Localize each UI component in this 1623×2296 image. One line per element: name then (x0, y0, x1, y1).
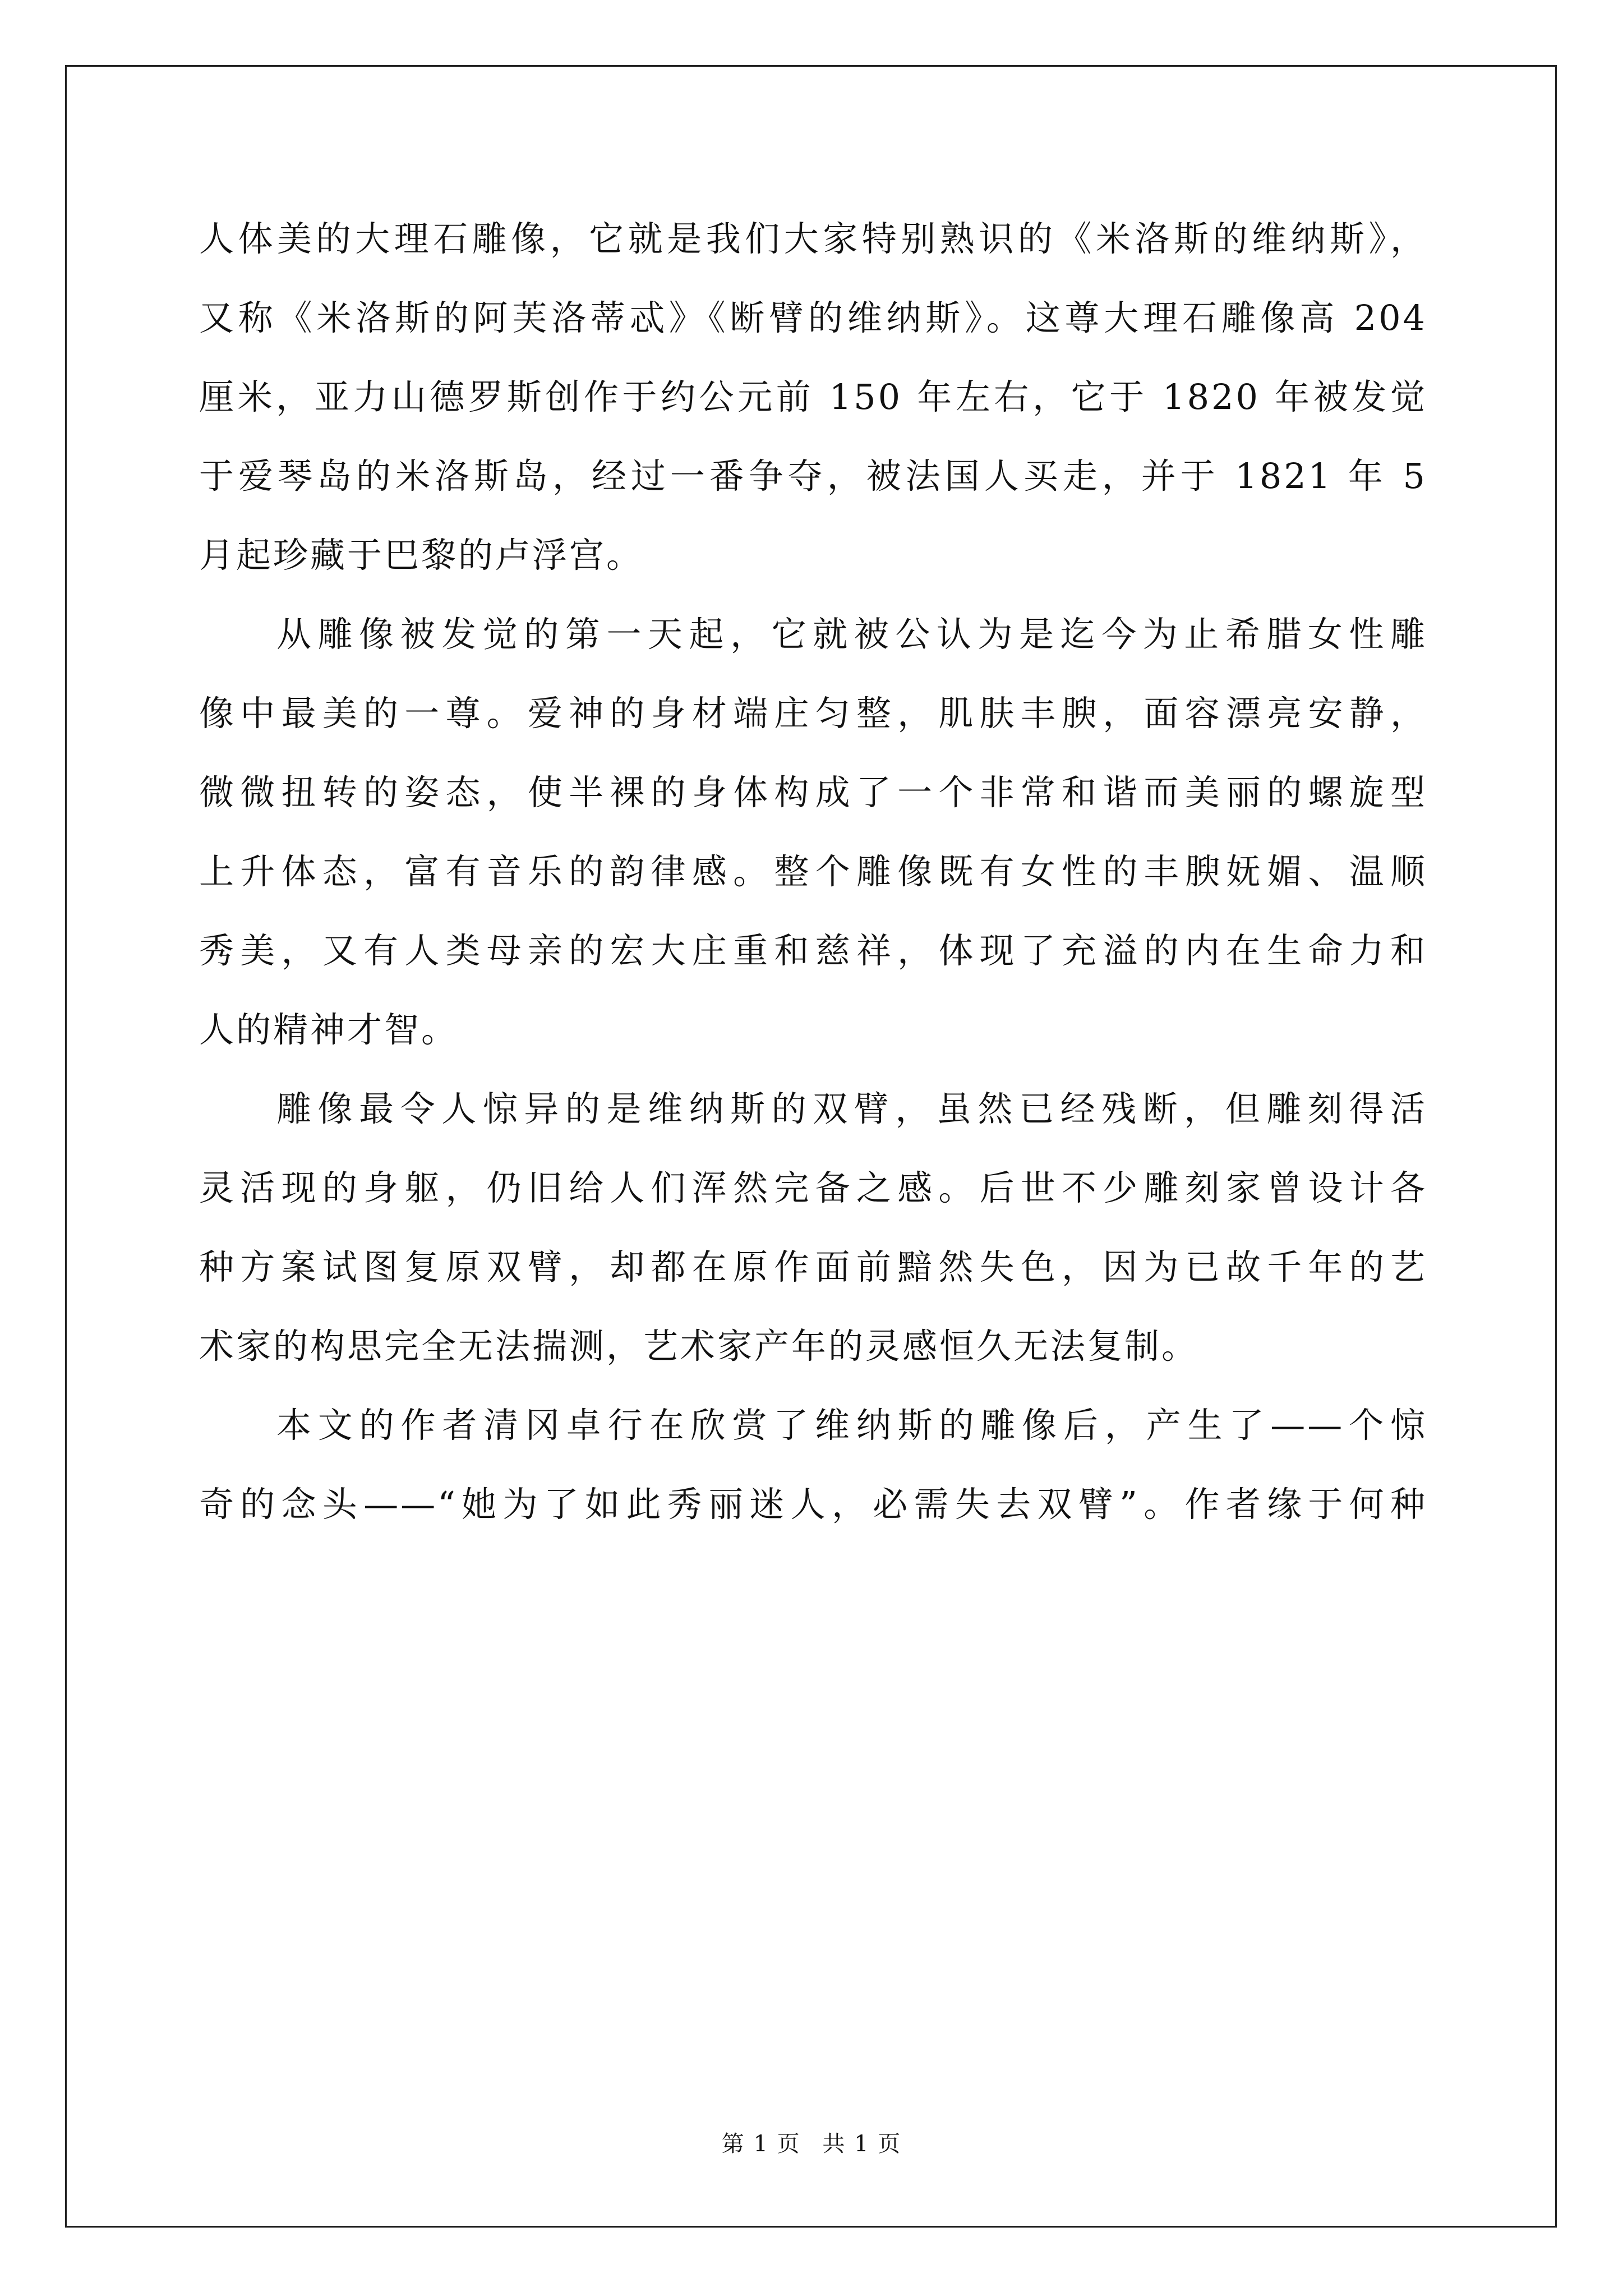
text-line: 术家的构思完全无法揣测，艺术家产年的灵感恒久无法复制。 (199, 1326, 1199, 1366)
page-footer (0, 2126, 1623, 2158)
text-line: 种方案试图复原双臂，却都在原作面前黯然失色，因为已故千年的艺 (199, 1246, 1427, 1287)
text-line: 于爱琴岛的米洛斯岛，经过一番争夺，被法国人买走，并于 1821 年 5 (199, 455, 1427, 496)
page-number: 第 1 页 (721, 2131, 801, 2157)
text-line: 秀美，又有人类母亲的宏大庄重和慈祥，体现了充溢的内在生命力和 (199, 930, 1427, 971)
text-line: 奇的念头——“她为了如此秀丽迷人，必需失去双臂”。作者缘于何种 (199, 1484, 1427, 1525)
text-line: 像中最美的一尊。爱神的身材端庄匀整，肌肤丰腴，面容漂亮安静， (199, 693, 1427, 734)
document-body (199, 199, 1427, 1544)
text-line: 月起珍藏于巴黎的卢浮宫。 (199, 535, 644, 576)
text-line: 人体美的大理石雕像，它就是我们大家特别熟识的《米洛斯的维纳斯》， (199, 218, 1427, 259)
text-line: 本文的作者清冈卓行在欣赏了维纳斯的雕像后，产生了——个惊 (276, 1405, 1427, 1446)
text-line: 微微扭转的姿态，使半裸的身体构成了一个非常和谐而美丽的螺旋型 (199, 772, 1427, 813)
page-total: 共 1 页 (822, 2131, 902, 2157)
text-line: 灵活现的身躯，仍旧给人们浑然完备之感。后世不少雕刻家曾设计各 (199, 1167, 1427, 1208)
text-line: 又称《米洛斯的阿芙洛蒂忒》《断臂的维纳斯》。这尊大理石雕像高 204 (199, 297, 1427, 338)
text-line: 从雕像被发觉的第一天起，它就被公认为是迄今为止希腊女性雕 (276, 614, 1427, 655)
text-line: 厘米，亚力山德罗斯创作于约公元前 150 年左右，它于 1820 年被发觉 (199, 376, 1427, 417)
text-line: 雕像最令人惊异的是维纳斯的双臂，虽然已经残断，但雕刻得活 (276, 1088, 1427, 1129)
text-line: 上升体态，富有音乐的韵律感。整个雕像既有女性的丰腴妩媚、温顺 (199, 851, 1427, 892)
text-line: 人的精神才智。 (199, 1009, 459, 1050)
